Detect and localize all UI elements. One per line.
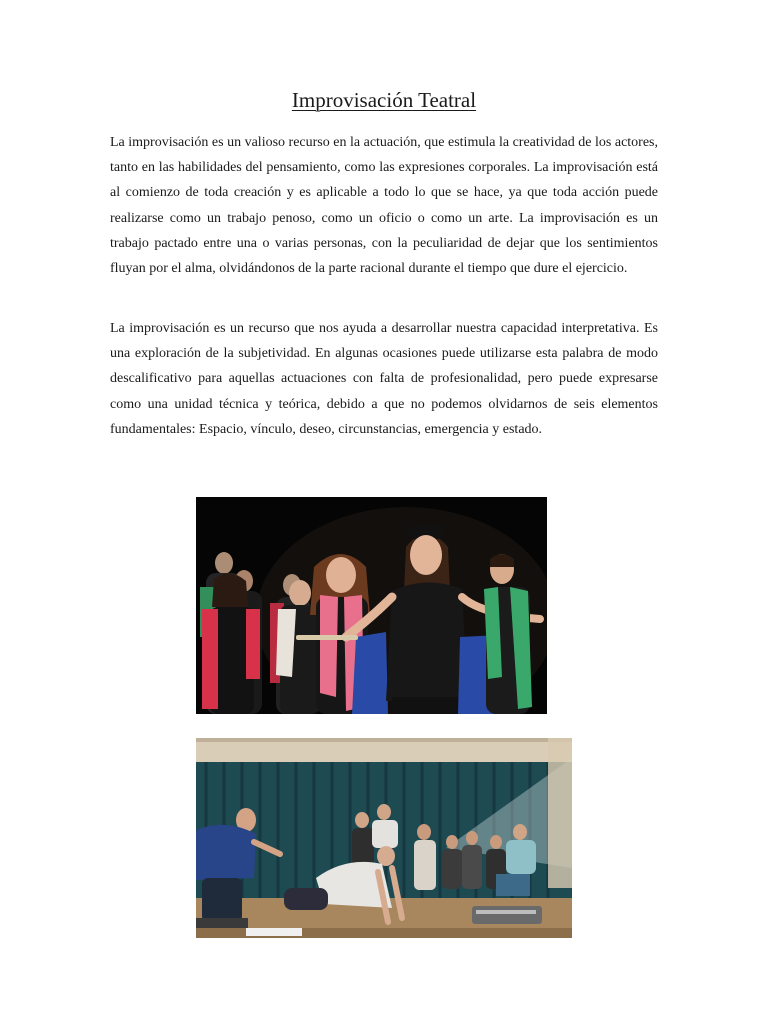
paragraph-1: La improvisación es un valioso recurso en la actuación, que estimula la creatividad de los actores, tanto en las habilidades del pensamiento, como las expresiones corporales. La improvisación está al comienzo de toda creación y es aplicable a todo lo que se hace, ya que toda acción puede realizarse como un trabajo penoso, como un oficio o como un arte. La improvisación es un trabajo pactado entre una o varias personas, con la peculiaridad de dejar que los sentimientos fluyan por el alma, olvidándonos de la parte racional durante el tiempo que dure el ejercicio. bbox=[110, 135, 658, 277]
paragraph-2: La improvisación es un recurso que nos ayuda a desarrollar nuestra capacidad interpretativa. Es una exploración de la subjetividad. En algunas ocasiones puede utilizarse esta palabra de modo descalificativo para aquellas actuaciones con falta de profesionalidad, pero puede expresarse como una unidad técnica y teórica, debido a que no podemos olvidarnos de seis elementos fundamentales: Espacio, vínculo, deseo, circunstancias, emergencia y estado. bbox=[110, 321, 658, 437]
page-title: Improvisación Teatral bbox=[291, 88, 477, 112]
stage-photo-actors bbox=[196, 497, 547, 714]
stage-photo-exercise bbox=[196, 738, 572, 938]
